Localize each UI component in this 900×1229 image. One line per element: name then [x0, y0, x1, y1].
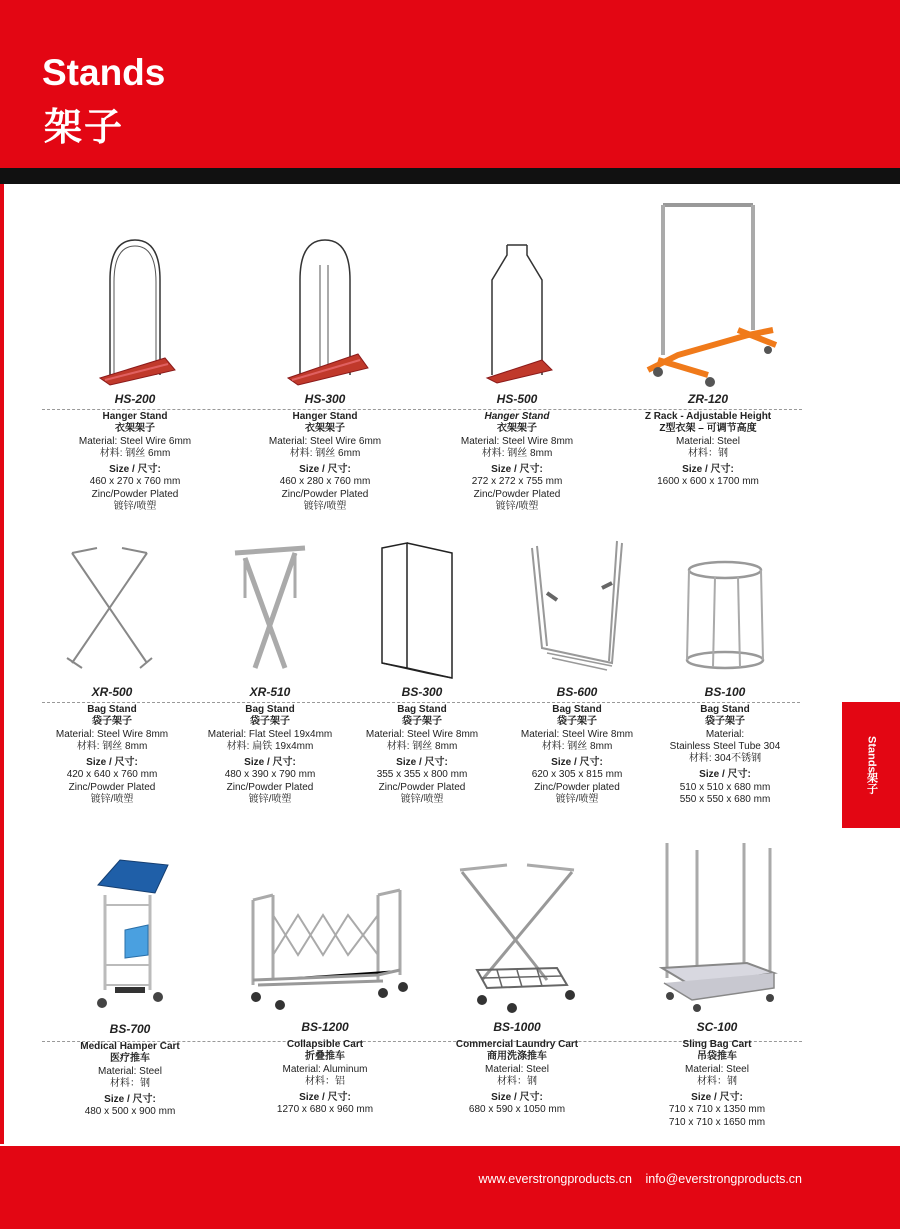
product-size-2: 710 x 710 x 1650 mm: [668, 1116, 766, 1128]
size-label: Size / 尺寸:: [691, 1092, 743, 1104]
product-bs-1200: [230, 875, 420, 1117]
size-label: Size / 尺寸:: [109, 464, 161, 476]
product-finish-cn: 镀锌/喷塑: [90, 794, 134, 806]
email-link[interactable]: info@everstrongproducts.cn: [645, 1172, 802, 1186]
product-code: XR-500: [91, 685, 133, 699]
product-name-cn: 袋子架子: [705, 716, 745, 728]
product-finish: Zinc/Powder Plated: [281, 488, 369, 500]
product-finish: Zinc/Powder Plated: [378, 781, 466, 793]
size-label: Size / 尺寸:: [244, 757, 296, 769]
left-accent-strip: [0, 184, 4, 1144]
hanger-stand-image: [80, 230, 190, 390]
product-name-cn: 袋子架子: [92, 716, 132, 728]
section-tab[interactable]: [842, 702, 900, 828]
product-material: Material: Flat Steel 19x4mm: [207, 728, 333, 740]
header-band: [0, 0, 900, 168]
product-hs-500: [422, 230, 612, 513]
header-divider: [0, 168, 900, 184]
product-size: 1270 x 680 x 960 mm: [276, 1104, 374, 1116]
product-material: Material:: [705, 728, 745, 740]
product-name-cn: 衣架架子: [497, 423, 537, 435]
product-material: Material: Steel: [485, 1063, 549, 1075]
product-material-cn: 材料: 304不锈钢: [688, 753, 762, 765]
product-size: 420 x 640 x 760 mm: [66, 769, 158, 781]
product-code: BS-700: [109, 1022, 151, 1036]
product-name: Bag Stand: [700, 704, 750, 715]
product-size: 460 x 270 x 760 mm: [89, 476, 181, 488]
laundry-cart-image: [452, 860, 582, 1018]
product-name: Bag Stand: [245, 704, 295, 715]
product-code: BS-100: [704, 685, 746, 699]
product-name: Collapsible Cart: [286, 1039, 364, 1050]
product-code: HS-200: [114, 392, 156, 406]
bag-stand-image: [680, 545, 770, 683]
size-label: Size / 尺寸:: [86, 757, 138, 769]
product-code: ZR-120: [687, 392, 728, 406]
product-name-cn: 商用洗涤推车: [487, 1051, 547, 1063]
product-name: Hanger Stand: [484, 411, 550, 422]
product-size-2: 550 x 550 x 680 mm: [679, 794, 771, 806]
z-rack-image: [638, 200, 778, 390]
product-name: Bag Stand: [552, 704, 602, 715]
product-material-cn: 材料：钢: [697, 1075, 737, 1087]
size-label: Size / 尺寸:: [396, 757, 448, 769]
product-name: Bag Stand: [397, 704, 447, 715]
product-finish: Zinc/Powder plated: [534, 781, 620, 793]
product-sc-100: [622, 838, 812, 1129]
product-name-cn: 衣架架子: [305, 423, 345, 435]
hanger-stand-image: [462, 230, 572, 390]
size-label: Size / 尺寸:: [682, 464, 734, 476]
product-code: HS-500: [496, 392, 538, 406]
product-name: Bag Stand: [87, 704, 137, 715]
product-material-cn: 材料：钢: [110, 1077, 150, 1089]
section-tab-label-cn: 架子: [865, 772, 878, 795]
product-finish: Zinc/Powder Plated: [91, 488, 179, 500]
product-material: Material: Steel: [685, 1063, 749, 1075]
product-hs-300: [230, 230, 420, 513]
product-material-cn: 材料: 钢丝 6mm: [289, 447, 361, 459]
size-label: Size / 尺寸:: [491, 1092, 543, 1104]
product-material-2: Stainless Steel Tube 304: [669, 740, 781, 752]
product-size: 620 x 305 x 815 mm: [531, 769, 623, 781]
product-material: Material: Steel Wire 6mm: [78, 435, 192, 447]
product-code: BS-600: [556, 685, 598, 699]
product-code: XR-510: [249, 685, 291, 699]
product-size: 510 x 510 x 680 mm: [679, 781, 771, 793]
bag-stand-image: [517, 538, 637, 683]
product-name-cn: 衣架架子: [115, 423, 155, 435]
product-finish-cn: 镀锌/喷塑: [555, 794, 599, 806]
product-name-cn: 袋子架子: [402, 716, 442, 728]
product-material: Material: Steel Wire 8mm: [55, 728, 169, 740]
page-title-cn: 架子: [44, 104, 125, 149]
product-finish-cn: 镀锌/喷塑: [495, 501, 539, 513]
product-finish-cn: 镀锌/喷塑: [303, 501, 347, 513]
product-bs-700: [35, 855, 225, 1119]
hamper-cart-image: [80, 855, 180, 1020]
product-size: 480 x 500 x 900 mm: [84, 1106, 176, 1118]
product-name: Hanger Stand: [102, 411, 168, 422]
product-size: 680 x 590 x 1050 mm: [468, 1104, 566, 1116]
size-label: Size / 尺寸:: [551, 757, 603, 769]
product-size: 272 x 272 x 755 mm: [471, 476, 563, 488]
product-name-cn: 袋子架子: [250, 716, 290, 728]
product-material: Material: Steel: [98, 1065, 162, 1077]
product-name: Sling Bag Cart: [682, 1039, 752, 1050]
bag-stand-image: [372, 538, 472, 683]
product-code: BS-300: [401, 685, 443, 699]
product-material-cn: 材料：铝: [305, 1075, 345, 1087]
product-name-cn: 吊袋推车: [697, 1051, 737, 1063]
product-name: Commercial Laundry Cart: [455, 1039, 579, 1050]
size-label: Size / 尺寸:: [491, 464, 543, 476]
product-size: 460 x 280 x 760 mm: [279, 476, 371, 488]
product-size: 480 x 390 x 790 mm: [224, 769, 316, 781]
product-hs-200: [40, 230, 230, 513]
product-name-cn: Z型衣架 – 可调节高度: [659, 423, 757, 435]
product-finish-cn: 镀锌/喷塑: [113, 501, 157, 513]
footer-band: [0, 1146, 900, 1229]
product-name: Z Rack - Adjustable Height: [644, 411, 772, 422]
product-zr-120: [613, 200, 803, 489]
product-finish: Zinc/Powder Plated: [226, 781, 314, 793]
section-tab-label: Stands: [865, 735, 878, 773]
product-material-cn: 材料：钢: [688, 447, 728, 459]
product-size: 1600 x 600 x 1700 mm: [657, 476, 759, 488]
product-material: Material: Aluminum: [282, 1063, 368, 1075]
product-code: BS-1200: [301, 1020, 349, 1034]
product-material: Material: Steel Wire 8mm: [365, 728, 479, 740]
product-material-cn: 材料: 钢丝 8mm: [541, 740, 613, 752]
page-title: Stands: [42, 52, 166, 93]
product-material: Material: Steel Wire 6mm: [268, 435, 382, 447]
product-size: 710 x 710 x 1350 mm: [668, 1104, 766, 1116]
website-link[interactable]: www.everstrongproducts.cn: [478, 1172, 632, 1186]
bag-stand-image: [52, 538, 172, 683]
size-label: Size / 尺寸:: [699, 769, 751, 781]
product-material: Material: Steel Wire 8mm: [520, 728, 634, 740]
product-material-cn: 材料: 钢丝 8mm: [386, 740, 458, 752]
product-code: SC-100: [696, 1020, 738, 1034]
product-name-cn: 折叠推车: [305, 1051, 345, 1063]
product-name-cn: 袋子架子: [557, 716, 597, 728]
size-label: Size / 尺寸:: [299, 1092, 351, 1104]
product-material-cn: 材料：钢: [497, 1075, 537, 1087]
collapsible-cart-image: [238, 875, 413, 1018]
product-material-cn: 材料: 钢丝 8mm: [76, 740, 148, 752]
product-name: Medical Hamper Cart: [80, 1041, 180, 1052]
product-finish: Zinc/Powder Plated: [473, 488, 561, 500]
product-material-cn: 材料: 钢丝 8mm: [481, 447, 553, 459]
size-label: Size / 尺寸:: [299, 464, 351, 476]
product-code: BS-1000: [493, 1020, 541, 1034]
product-name: Hanger Stand: [292, 411, 358, 422]
product-bs-1000: [422, 860, 612, 1117]
product-size: 355 x 355 x 800 mm: [376, 769, 468, 781]
product-bs-100: [630, 545, 820, 806]
product-finish-cn: 镀锌/喷塑: [248, 794, 292, 806]
product-material-cn: 材料: 扁铁 19x4mm: [226, 740, 314, 752]
product-code: HS-300: [304, 392, 346, 406]
product-material: Material: Steel: [676, 435, 740, 447]
sling-bag-cart-image: [652, 838, 782, 1018]
size-label: Size / 尺寸:: [104, 1094, 156, 1106]
product-finish-cn: 镀锌/喷塑: [400, 794, 444, 806]
product-name-cn: 医疗推车: [110, 1053, 150, 1065]
bag-stand-image: [220, 538, 320, 683]
product-material-cn: 材料: 钢丝 6mm: [99, 447, 171, 459]
product-material: Material: Steel Wire 8mm: [460, 435, 574, 447]
hanger-stand-image: [270, 230, 380, 390]
product-finish: Zinc/Powder Plated: [68, 781, 156, 793]
